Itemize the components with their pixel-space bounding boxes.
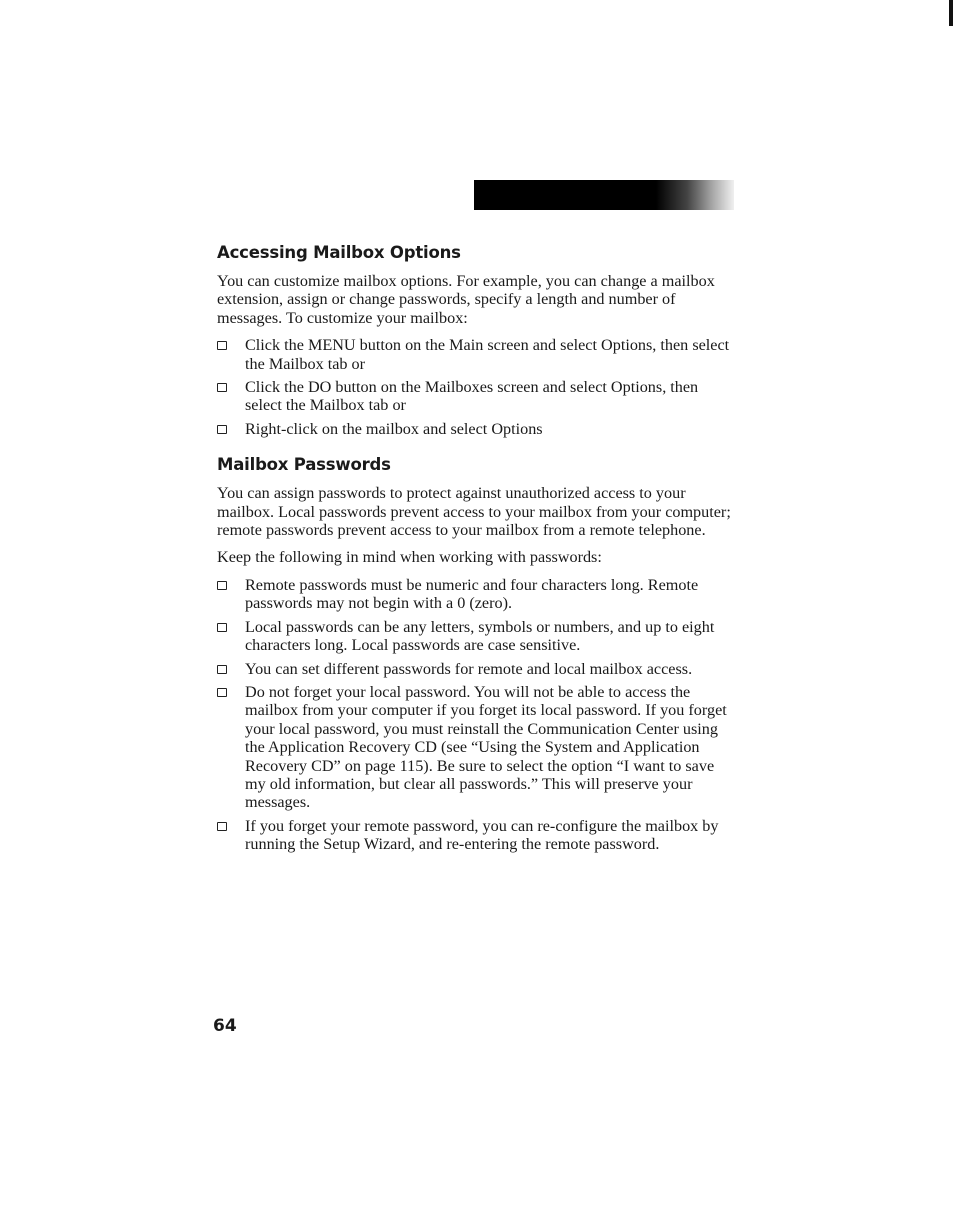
list-item: [217, 817, 732, 854]
list-item-text: Click the MENU button on the Main screen and select Options, then select the Mailbox tab or: [245, 336, 730, 373]
section1-intro: You can customize mailbox options. For example, you can change a mailbox extension, assign or change passwords, specify a length and number of messages. To customize your mailbox:: [217, 272, 715, 327]
list-item: [217, 683, 732, 812]
list-item-text: If you forget your remote password, you can re-configure the mailbox by running the Setup Wizard, and re-entering the remote password.: [245, 816, 719, 854]
list-item-text: Local passwords can be any letters, symbols or numbers, and up to eight characters long. Local passwords are case sensitive.: [245, 617, 715, 655]
checkbox-bullet-icon: [217, 425, 227, 434]
list-item: [217, 576, 732, 613]
checkbox-bullet-icon: [217, 623, 227, 632]
list-item: [217, 618, 732, 655]
checkbox-bullet-icon: [217, 341, 227, 350]
page-content: [217, 242, 732, 859]
checkbox-bullet-icon: [217, 822, 227, 831]
section-heading-accessing-mailbox-options: Accessing Mailbox Options: [217, 243, 461, 262]
section-heading-mailbox-passwords: Mailbox Passwords: [217, 455, 391, 475]
header-bar: [474, 180, 734, 210]
list-item-text: You can set different passwords for remote and local mailbox access.: [245, 659, 693, 678]
checkbox-bullet-icon: [217, 665, 227, 674]
checkbox-bullet-icon: [217, 688, 227, 697]
list-item: [217, 660, 732, 678]
list-item-text: Do not forget your local password. You will not be able to access the mailbox from your computer if you forget its local password. If you forget your local password, you must reinstall the Communication Center using the Application Recovery CD (see “Using the System and Application Recovery CD” on page 115). Be sure to select the option “I want to save my old information, but clear all passwords.” This will preserve your messages.: [245, 682, 727, 812]
section2-intro: You can assign passwords to protect against unauthorized access to your mailbox. Local passwords prevent access to your mailbox from your computer; remote passwords prevent access to your mailbox from a remote telephone.: [217, 484, 731, 540]
checkbox-bullet-icon: [217, 581, 227, 590]
list-item-text: Click the DO button on the Mailboxes screen and select Options, then select the Mailbox tab or: [245, 378, 699, 415]
list-item-text: Right-click on the mailbox and select Options: [245, 419, 543, 438]
list-item-text: Remote passwords must be numeric and four characters long. Remote passwords may not begin with a 0 (zero).: [245, 575, 699, 613]
section2-checklist: [217, 576, 732, 854]
page-number: 64: [213, 1016, 237, 1036]
list-item: [217, 420, 732, 438]
checkbox-bullet-icon: [217, 383, 227, 392]
page-edge-mark: [949, 0, 953, 26]
list-item: [217, 378, 732, 415]
list-item: [217, 336, 732, 373]
section2-lead: Keep the following in mind when working with passwords:: [217, 548, 602, 567]
section1-checklist: [217, 336, 732, 438]
